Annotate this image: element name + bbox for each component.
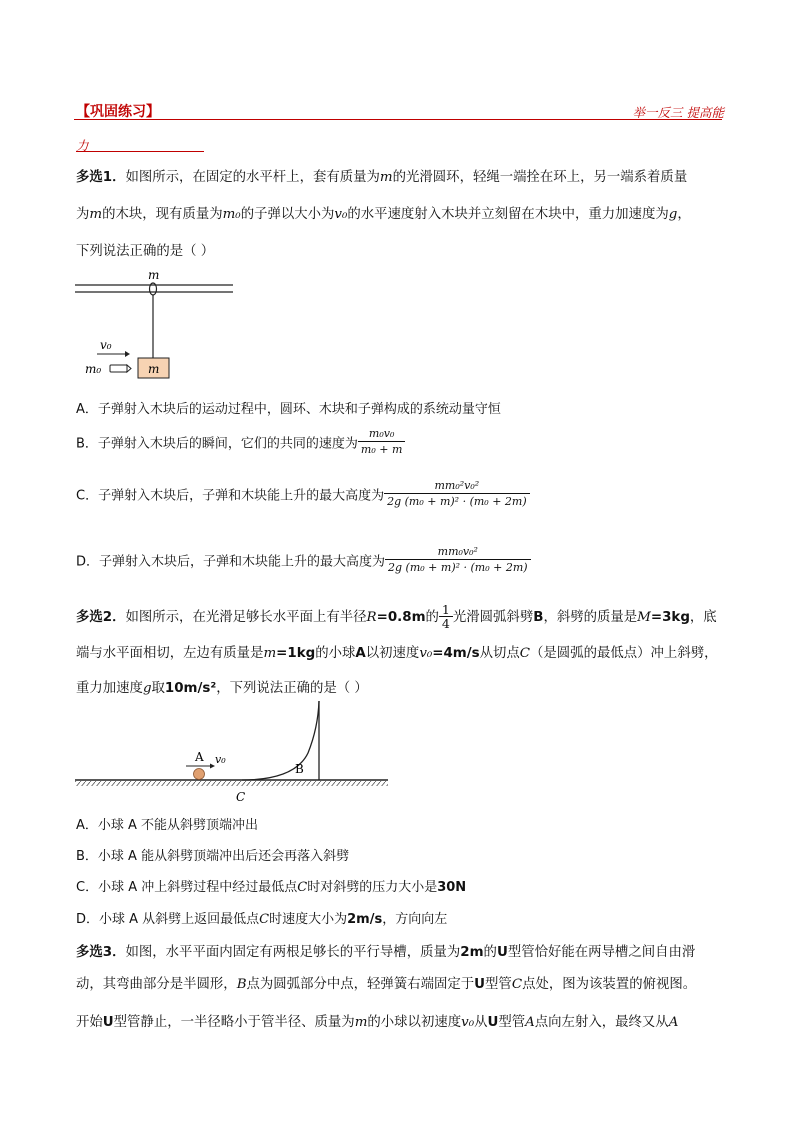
q2-option-a[interactable]: A．小球 A 不能从斜劈顶端冲出 <box>76 818 259 833</box>
quarter-fraction: $\frac{1}{4}$ <box>439 604 453 630</box>
q3-line-3: 开始U型管静止，一半径略小于管半径、质量为m的小球以初速度v₀从U型管A点向左射入，最终又从A <box>76 1015 679 1030</box>
q1-option-b[interactable]: B．子弹射入木块后的瞬间，它们的共同的速度为 $\frac{\text{m₀v₀}}{\text{m₀ + m}}$ <box>76 426 405 458</box>
q2-label: 多选2． <box>76 610 126 625</box>
ring-label: m <box>148 268 160 282</box>
level-tag: 举一反三 提高能 <box>632 105 724 120</box>
section-tag: 【巩固练习】 <box>76 104 160 120</box>
wedge-label: B <box>295 762 304 776</box>
wedge-arc <box>242 701 319 780</box>
q2-option-c[interactable]: C．小球 A 冲上斜劈过程中经过最低点C时对斜劈的压力大小是30N <box>76 880 467 895</box>
q1-option-c-fraction: $\frac{\text{mm₀²v₀²}}{\text{2g (m₀ + m)² · (m₀ + 2m)}}$ <box>384 478 530 510</box>
q1-line-2: 为m的木块，现有质量为m₀的子弹以大小为v₀的水平速度射入木块并立刻留在木块中，重力加速度为g， <box>76 207 691 222</box>
q2-figure <box>70 698 400 806</box>
q2-line-1: 多选2．如图所示，在光滑足够长水平面上有半径R=0.8m的 $\frac{1}{4}$ 光滑圆弧斜劈B，斜劈的质量是M=3kg，底 <box>76 602 717 631</box>
q3-line-2: 动，其弯曲部分是半圆形，B点为圆弧部分中点，轻弹簧右端固定于U型管C点处，图为该装置的俯视图。 <box>76 977 697 992</box>
q1-label: 多选1． <box>76 170 126 185</box>
velocity-arrowhead <box>125 351 130 357</box>
q2-line-3: 重力加速度g取10m/s²，下列说法正确的是（ ） <box>76 681 368 696</box>
ground-hatch <box>75 781 388 786</box>
q2-option-b[interactable]: B．小球 A 能从斜劈顶端冲出后还会再落入斜劈 <box>76 849 350 864</box>
q2-option-d[interactable]: D．小球 A 从斜劈上返回最低点C时速度大小为2m/s，方向向左 <box>76 912 448 927</box>
ball-label: A <box>195 750 204 764</box>
velocity-label: v₀ <box>100 338 112 352</box>
ball-velocity-label: v₀ <box>215 753 226 766</box>
block-label: m <box>148 362 160 376</box>
q1-option-d[interactable]: D．子弹射入木块后，子弹和木块能上升的最大高度为 $\frac{\text{mm₀v₀²}}{\text{2g (m₀ + m)² · (m₀ + 2m)}}$ <box>76 544 531 576</box>
q1-option-d-fraction: $\frac{\text{mm₀v₀²}}{\text{2g (m₀ + m)² · (m₀ + 2m)}}$ <box>385 544 531 576</box>
bullet-label: m₀ <box>85 362 102 376</box>
bullet <box>110 365 127 372</box>
q1-option-b-fraction: $\frac{\text{m₀v₀}}{\text{m₀ + m}}$ <box>358 426 405 458</box>
q1-option-a[interactable]: A．子弹射入木块后的运动过程中，圆环、木块和子弹构成的系统动量守恒 <box>76 402 501 417</box>
level-tag-underline <box>76 151 204 152</box>
level-tag-continued: 力 <box>76 138 89 153</box>
q1-option-c[interactable]: C．子弹射入木块后，子弹和木块能上升的最大高度为 $\frac{\text{mm₀²v₀²}}{\text{2g (m₀ + m)² · (m₀ + 2m)}}$ <box>76 478 530 510</box>
q1-line-1: 多选1．如图所示，在固定的水平杆上，套有质量为m的光滑圆环，轻绳一端拴在环上，另一端系着质量 <box>76 170 688 185</box>
ball <box>194 769 205 780</box>
header-divider <box>74 119 722 120</box>
q1-figure <box>70 265 240 385</box>
q2-line-2: 端与水平面相切，左边有质量是m=1kg的小球A以初速度v₀=4m/s从切点C（是圆弧的最低点）冲上斜劈， <box>76 646 718 661</box>
point-c-label: C <box>236 790 246 804</box>
q3-label: 多选3． <box>76 945 126 960</box>
q3-line-1: 多选3．如图，水平平面内固定有两根足够长的平行导槽，质量为2m的U型管恰好能在两导槽之间自由滑 <box>76 945 696 960</box>
q1-line-3: 下列说法正确的是（ ） <box>76 244 215 259</box>
